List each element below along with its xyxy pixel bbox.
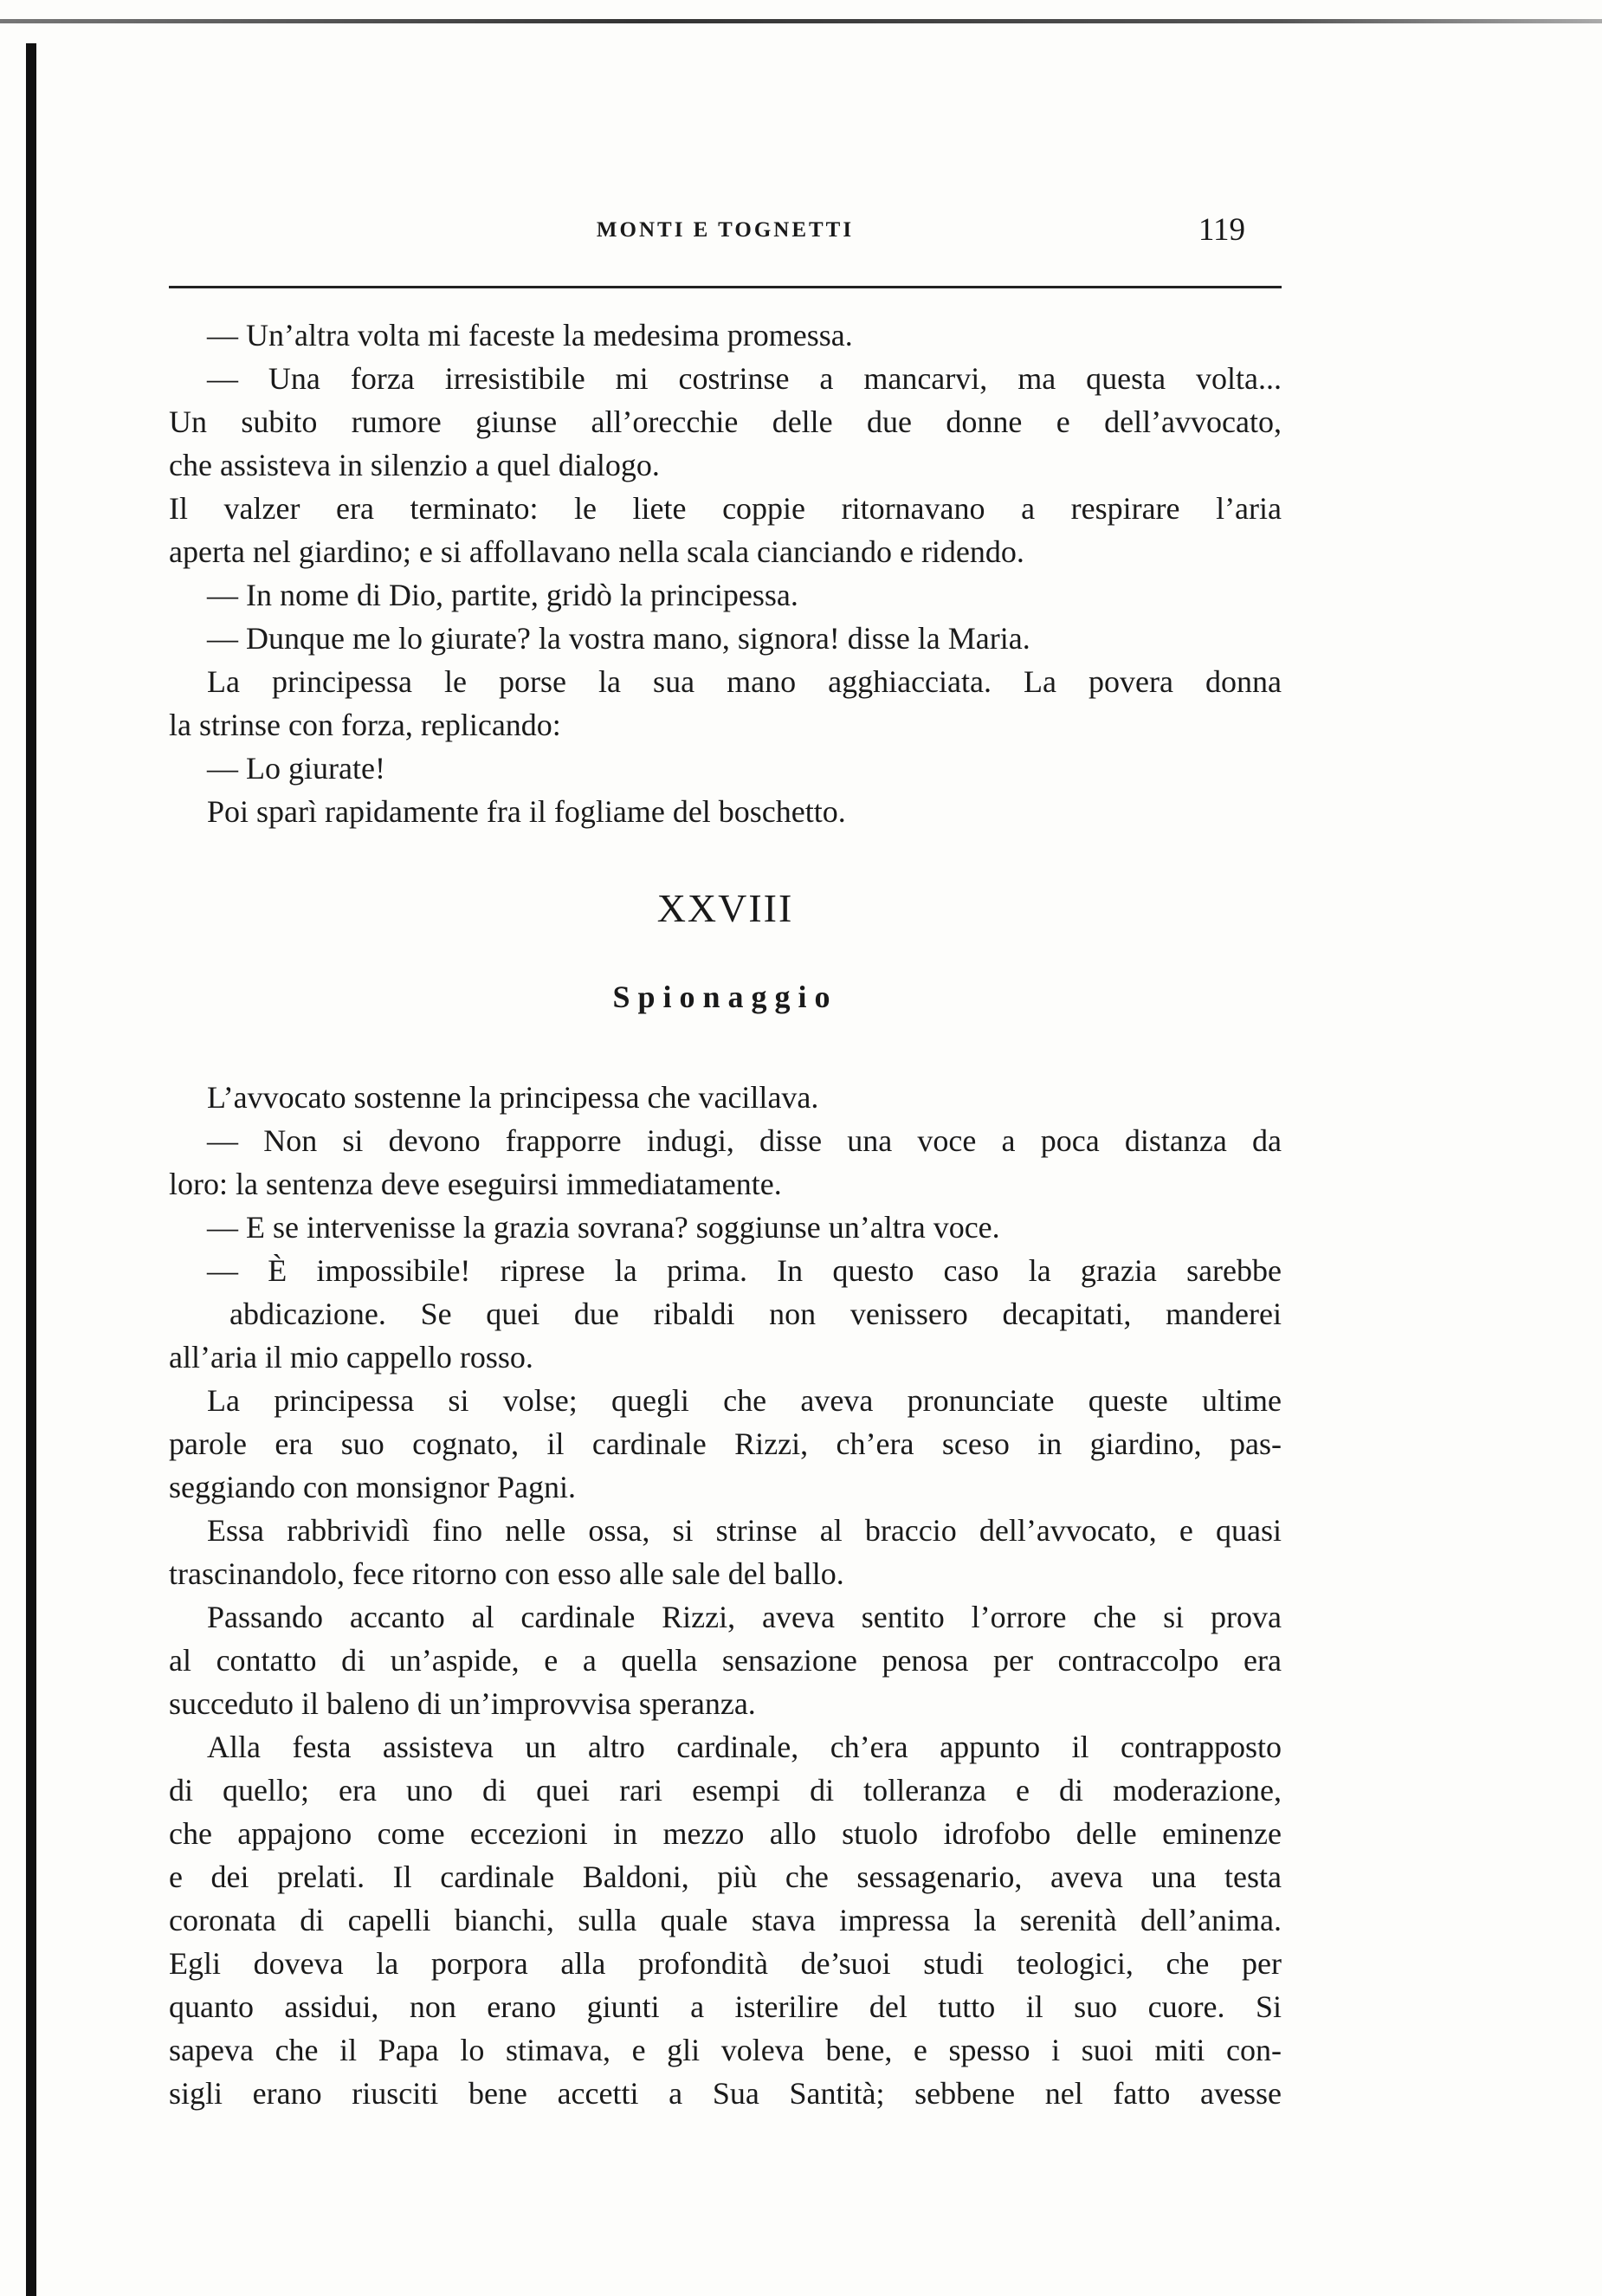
text-line: parole era suo cognato, il cardinale Rizzi, ch’era sceso in giardino, pas-	[169, 1426, 1282, 1461]
text-line: al contatto di un’aspide, e a quella sensazione penosa per contraccolpo era	[169, 1643, 1282, 1678]
page-top-edge	[0, 19, 1602, 23]
text-line: abdicazione. Se quei due ribaldi non venissero decapitati, manderei	[229, 1297, 1282, 1331]
page-header	[169, 208, 1282, 260]
text-line: seggiando con monsignor Pagni.	[169, 1470, 576, 1504]
page-number: 119	[1198, 212, 1245, 248]
binding-edge	[26, 43, 36, 2296]
text-line: La principessa si volse; quegli che aveva pronunciate queste ultime	[207, 1383, 1282, 1418]
text-line: L’avvocato sostenne la principessa che vacillava.	[207, 1080, 819, 1115]
text-line: trascinandolo, fece ritorno con esso alle sale del ballo.	[169, 1556, 844, 1591]
text-line: Essa rabbrividì fino nelle ossa, si strinse al braccio dell’avvocato, e quasi	[207, 1513, 1282, 1548]
text-line: sigli erano riusciti bene accetti a Sua Santità; sebbene nel fatto avesse	[169, 2076, 1282, 2111]
text-line: Alla festa assisteva un altro cardinale, ch’era appunto il contrapposto	[207, 1730, 1282, 1764]
text-line: — Non si devono frapporre indugi, disse una voce a poca distanza da	[207, 1123, 1282, 1158]
text-line: succeduto il baleno di un’improvvisa speranza.	[169, 1686, 756, 1721]
header-rule	[169, 286, 1282, 288]
text-line: — Lo giurate!	[207, 751, 385, 786]
text-line: aperta nel giardino; e si affollavano nella scala cianciando e ridendo.	[169, 534, 1024, 569]
text-line: sapeva che il Papa lo stimava, e gli voleva bene, e spesso i suoi miti con-	[169, 2033, 1282, 2067]
text-line: Egli doveva la porpora alla profondità de’suoi studi teologici, che per	[169, 1946, 1282, 1981]
text-line: loro: la sentenza deve eseguirsi immediatamente.	[169, 1167, 782, 1201]
text-line: Il valzer era terminato: le liete coppie ritornavano a respirare l’aria	[169, 491, 1282, 526]
text-block-lower	[169, 1076, 1282, 2115]
text-line: Passando accanto al cardinale Rizzi, aveva sentito l’orrore che si prova	[207, 1600, 1282, 1634]
text-line: quanto assidui, non erano giunti a isterilire del tutto il suo cuore. Si	[169, 1989, 1282, 2024]
text-line: la strinse con forza, replicando:	[169, 708, 561, 742]
text-line: — In nome di Dio, partite, gridò la principessa.	[207, 578, 798, 612]
chapter-title: Spionaggio	[612, 980, 838, 1014]
text-line: che assisteva in silenzio a quel dialogo.	[169, 448, 660, 482]
text-line: La principessa le porse la sua mano agghiacciata. La povera donna	[207, 664, 1282, 699]
chapter-number: XXVIII	[656, 886, 794, 930]
text-line: — E se intervenisse la grazia sovrana? soggiunse un’altra voce.	[207, 1210, 1000, 1245]
text-line: Un subito rumore giunse all’orecchie delle due donne e dell’avvocato,	[169, 404, 1282, 439]
text-line: che appajono come eccezioni in mezzo allo stuolo idrofobo delle eminenze	[169, 1816, 1282, 1851]
text-line: Poi sparì rapidamente fra il fogliame del boschetto.	[207, 794, 846, 829]
text-line: — Una forza irresistibile mi costrinse a mancarvi, ma questa volta...	[207, 361, 1282, 396]
text-line: — Un’altra volta mi faceste la medesima promessa.	[207, 318, 853, 352]
text-line: — È impossibile! riprese la prima. In questo caso la grazia sarebbe	[207, 1253, 1282, 1288]
text-block-upper	[169, 314, 1282, 833]
text-line: all’aria il mio cappello rosso.	[169, 1340, 533, 1374]
text-line: — Dunque me lo giurate? la vostra mano, signora! disse la Maria.	[207, 621, 1030, 656]
text-line: di quello; era uno di quei rari esempi di tolleranza e di moderazione,	[169, 1773, 1282, 1808]
text-line: coronata di capelli bianchi, sulla quale stava impressa la serenità dell’anima.	[169, 1903, 1282, 1937]
text-line: e dei prelati. Il cardinale Baldoni, più che sessagenario, aveva una testa	[169, 1859, 1282, 1894]
running-title: MONTI E TOGNETTI	[596, 218, 855, 242]
